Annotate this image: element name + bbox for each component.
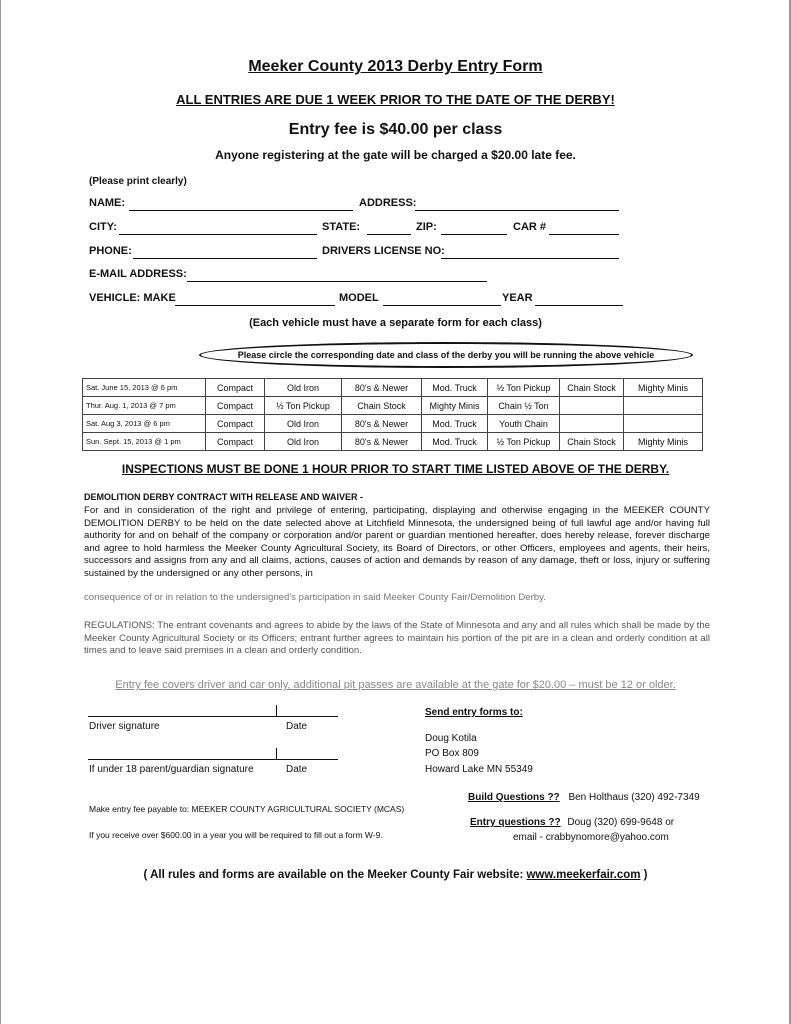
class-cell[interactable]: Chain ½ Ton	[488, 397, 560, 415]
class-cell[interactable]: Old Iron	[265, 433, 342, 451]
schedule-date[interactable]: Sat. June 15, 2013 @ 6 pm	[83, 379, 206, 397]
model-field[interactable]	[383, 305, 501, 306]
send-to-name: Doug Kotila	[425, 733, 477, 744]
row-vehicle	[89, 292, 629, 308]
footer-end: )	[640, 869, 648, 881]
schedule-date[interactable]: Sun. Sept. 15, 2013 @ 1 pm	[83, 433, 206, 451]
row-name-address	[89, 197, 629, 213]
schedule-row	[83, 433, 703, 451]
class-cell[interactable]: Mod. Truck	[422, 415, 488, 433]
payable-note: Make entry fee payable to: MEEKER COUNTY AGRICULTURAL SOCIETY (MCAS)	[89, 804, 405, 814]
guardian-date-label: Date	[286, 764, 308, 775]
send-to-city: Howard Lake MN 55349	[425, 764, 533, 775]
car-field[interactable]	[549, 234, 619, 235]
name-label: NAME:	[89, 197, 126, 209]
class-cell[interactable]: 80's & Newer	[342, 379, 422, 397]
regulations: REGULATIONS: The entrant covenants and agrees to abide by the laws of the State of Minnesota and any and all rules which shall be made by the Meeker County Agricultural Society or its Officers; entrant further agrees to maintain his portion of the pit are in a clean and orderly condition at all times and to leave said premises in a clean and orderly condition.	[84, 620, 710, 657]
phone-label: PHONE:	[89, 245, 132, 257]
model-label: MODEL	[339, 292, 379, 304]
row-email	[89, 268, 509, 284]
license-label: DRIVERS LICENSE NO:	[322, 245, 445, 257]
class-cell[interactable]: Compact	[206, 379, 265, 397]
schedule-date[interactable]: Thur. Aug. 1, 2013 @ 7 pm	[83, 397, 206, 415]
guardian-signature-line[interactable]	[88, 759, 338, 760]
class-cell[interactable]: Mighty Minis	[422, 397, 488, 415]
name-field[interactable]	[129, 210, 353, 211]
make-field[interactable]	[175, 305, 335, 306]
class-cell[interactable]: Mighty Minis	[624, 379, 703, 397]
class-cell[interactable]: Mod. Truck	[422, 433, 488, 451]
license-field[interactable]	[441, 258, 619, 259]
circle-instruction-text: Please circle the corresponding date and class of the derby you will be running the above vehicle	[237, 350, 655, 360]
signature-divider	[276, 705, 277, 717]
class-cell[interactable]: Compact	[206, 397, 265, 415]
city-field[interactable]	[119, 234, 317, 235]
class-cell[interactable]: Youth Chain	[488, 415, 560, 433]
schedule-date[interactable]: Sat. Aug 3, 2013 @ 6 pm	[83, 415, 206, 433]
print-note: (Please print clearly)	[89, 176, 187, 187]
row-city	[89, 221, 629, 237]
class-cell	[560, 397, 624, 415]
class-cell[interactable]: Chain Stock	[560, 379, 624, 397]
year-label: YEAR	[502, 292, 533, 304]
schedule-row	[83, 379, 703, 397]
entry-questions-label: Entry questions ??	[470, 817, 561, 828]
class-cell[interactable]: Mod. Truck	[422, 379, 488, 397]
w9-note: If you receive over $600.00 in a year you will be required to fill out a form W-9.	[89, 830, 383, 840]
address-label: ADDRESS:	[359, 197, 417, 209]
class-cell[interactable]: ½ Ton Pickup	[488, 433, 560, 451]
class-cell[interactable]: 80's & Newer	[342, 415, 422, 433]
class-cell	[624, 415, 703, 433]
city-label: CITY:	[89, 221, 117, 233]
state-field[interactable]	[367, 234, 411, 235]
send-to-box: PO Box 809	[425, 748, 479, 759]
build-questions-label: Build Questions ??	[468, 792, 560, 803]
class-cell[interactable]: Old Iron	[265, 415, 342, 433]
email-label: E-MAIL ADDRESS:	[89, 268, 187, 280]
footer-text: ( All rules and forms are available on the Meeker County Fair website:	[143, 869, 527, 881]
website-link[interactable]: www.meekerfair.com	[526, 869, 641, 881]
phone-field[interactable]	[133, 258, 317, 259]
driver-date-label: Date	[286, 721, 308, 732]
late-fee-notice: Anyone registering at the gate will be charged a $20.00 late fee.	[215, 148, 576, 162]
entry-questions-contact: Doug (320) 699-9648 or	[567, 817, 675, 828]
class-cell[interactable]: Old Iron	[265, 379, 342, 397]
contract-heading: DEMOLITION DERBY CONTRACT WITH RELEASE AND WAIVER -	[84, 492, 363, 502]
year-field[interactable]	[535, 305, 623, 306]
driver-signature-label: Driver signature	[89, 721, 160, 732]
signature-divider	[276, 748, 277, 760]
class-cell[interactable]: Compact	[206, 415, 265, 433]
class-cell[interactable]: Chain Stock	[560, 433, 624, 451]
footer-note	[0, 869, 791, 881]
form-title: Meeker County 2013 Derby Entry Form	[248, 58, 543, 75]
guardian-signature-label: If under 18 parent/guardian signature	[89, 764, 254, 775]
address-field[interactable]	[415, 210, 619, 211]
email-field[interactable]	[187, 281, 487, 282]
driver-signature-line[interactable]	[88, 716, 338, 717]
build-questions-contact: Ben Holthaus (320) 492-7349	[568, 792, 700, 803]
car-label: CAR #	[513, 221, 547, 233]
pit-pass-notice: Entry fee covers driver and car only, additional pit passes are available at the gate for $20.00 – must be 12 or older.	[115, 679, 676, 691]
zip-field[interactable]	[441, 234, 507, 235]
derby-schedule-table	[82, 378, 703, 451]
inspection-notice: INSPECTIONS MUST BE DONE 1 HOUR PRIOR TO START TIME LISTED ABOVE OF THE DERBY.	[121, 462, 670, 476]
class-cell	[624, 397, 703, 415]
send-to-heading: Send entry forms to:	[425, 707, 523, 718]
schedule-row	[83, 415, 703, 433]
due-notice: ALL ENTRIES ARE DUE 1 WEEK PRIOR TO THE DATE OF THE DERBY!	[176, 92, 615, 107]
class-cell[interactable]: ½ Ton Pickup	[488, 379, 560, 397]
state-label: STATE:	[322, 221, 361, 233]
class-cell[interactable]: ½ Ton Pickup	[265, 397, 342, 415]
zip-label: ZIP:	[416, 221, 437, 233]
row-phone	[89, 245, 629, 261]
vehicle-form-note: (Each vehicle must have a separate form for each class)	[249, 317, 542, 329]
contract-body: For and in consideration of the right and privilege of entering, participating, displaying and otherwise engaging in the MEEKER COUNTY DEMOLITION DERBY to be held on the date selected above at Litchfield Minnesota, the undersigned being of full lawful age and/or having full authority for and on behalf of the company or corporation and/or parent or guardian mentioned hereafter, does hereby release, forever discharge and agree to hold harmless the Meeker County Agricultural Society, its Board of Directors, or other Officers, employees and agents, their heirs, successors and assigns from any and all claims, actions, causes of action and demands by reason of any damage, theft or loss, injury or suffering sustained by the undersigned or any other persons, in	[84, 505, 710, 579]
entry-fee: Entry fee is $40.00 per class	[288, 121, 503, 138]
class-cell	[560, 415, 624, 433]
class-cell[interactable]: Mighty Minis	[624, 433, 703, 451]
contract-body-end: consequence of or in relation to the undersigned's participation in said Meeker County Fair/Demolition Derby.	[84, 592, 546, 603]
circle-instruction	[199, 342, 693, 368]
make-label: VEHICLE: MAKE	[89, 292, 176, 304]
entry-questions-email[interactable]: email - crabbynomore@yahoo.com	[513, 832, 669, 843]
build-questions	[468, 792, 700, 803]
schedule-row	[83, 397, 703, 415]
entry-questions	[470, 817, 674, 828]
class-cell[interactable]: Compact	[206, 433, 265, 451]
class-cell[interactable]: 80's & Newer	[342, 433, 422, 451]
class-cell[interactable]: Chain Stock	[342, 397, 422, 415]
